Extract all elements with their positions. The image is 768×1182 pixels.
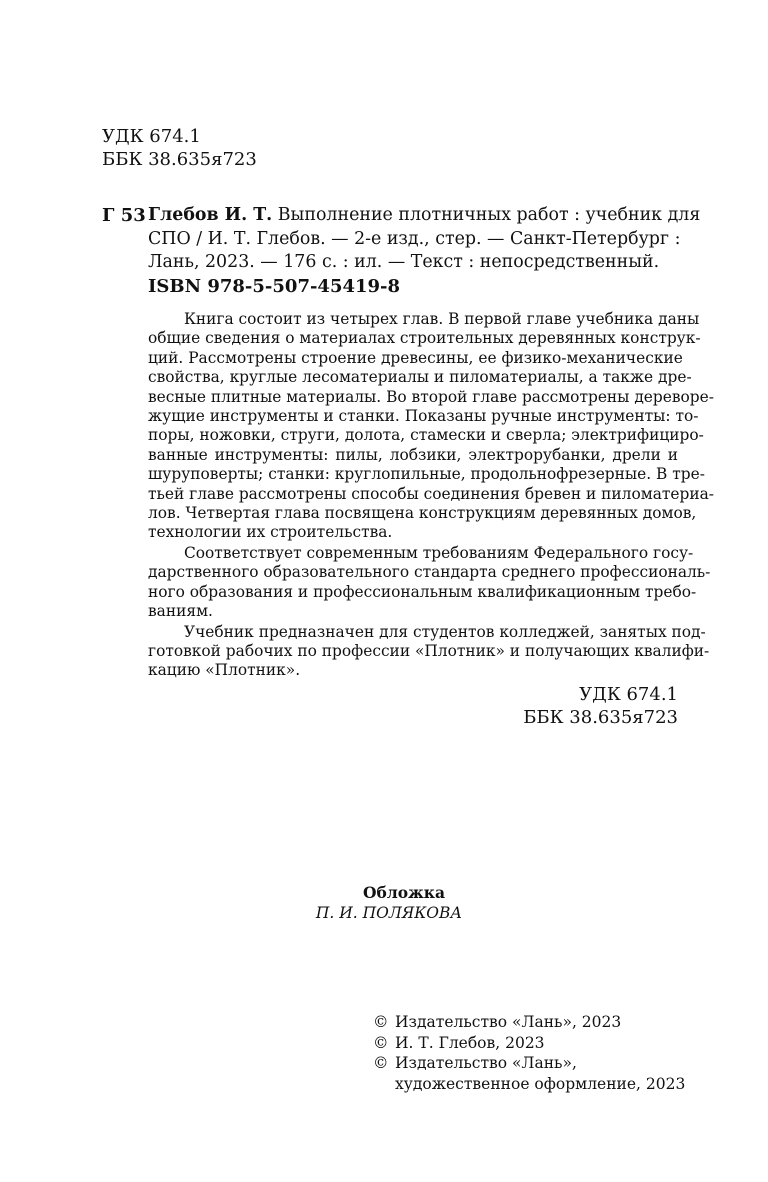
copyright-icon: © [373,1054,389,1072]
biblio-line-1 [148,204,701,228]
cover-label: Обложка [363,883,445,902]
udk-code: УДК 674.1 [102,126,201,147]
copyright-line [373,1012,685,1033]
copyright-continuation: художественное оформление, 2023 [395,1074,686,1093]
annotation-paragraph [148,622,710,681]
annotation [148,310,714,682]
annotation-line: ного образования и профессиональным квалификационным требо- [148,582,697,601]
copyright-icon: © [373,1013,389,1031]
copyright-text: Издательство «Лань», 2023 [395,1013,622,1031]
annotation-line: жущие инструменты и станки. Показаны ручные инструменты: то- [148,407,699,426]
bibliographic-record [148,204,701,275]
annotation-line: готовкой рабочих по профессии «Плотник» и получающих квалифи- [148,641,710,660]
bbk-code: ББК 38.635я723 [523,707,678,728]
annotation-line: ваниям. [148,602,213,621]
biblio-line-3: Лань, 2023. — 176 с. : ил. — Текст : непосредственный. [148,252,660,272]
annotation-line: Соответствует современным требованиям Федерального госу- [184,543,694,562]
cover-credit [0,883,768,923]
copyright-block [373,1012,685,1094]
udk-code: УДК 674.1 [579,684,678,705]
author-mark: Г 53 [102,205,146,226]
classification-codes-top [102,125,257,171]
annotation-line: лов. Четвертая глава посвящена конструкциям деревянных домов, [148,504,697,523]
biblio-author: Глебов И. Т. [148,205,273,225]
isbn: ISBN 978-5-507-45419-8 [148,276,401,297]
annotation-line: шуруповерты; станки: круглопильные, продольнофрезерные. В тре- [148,465,705,484]
bbk-code: ББК 38.635я723 [102,149,257,170]
cover-designer: П. И. ПОЛЯКОВА [315,904,463,922]
annotation-line: свойства, круглые лесоматериалы и пиломатериалы, а также дре- [148,368,692,387]
annotation-line: тьей главе рассмотрены способы соединения бревен и пиломатериа- [148,484,714,503]
copyright-line [373,1033,685,1054]
copyright-line [373,1053,685,1074]
annotation-line: общие сведения о материалах строительных деревянных конструк- [148,329,701,348]
annotation-line: ций. Рассмотрены строение древесины, ее физико-механические [148,348,683,367]
annotation-line: технологии их строительства. [148,523,393,542]
annotation-line: кацию «Плотник». [148,661,301,680]
annotation-paragraph [148,543,711,622]
biblio-title: Выполнение плотничных работ : учебник для [272,205,701,225]
annotation-line: поры, ножовки, струги, долота, стамески и сверла; электрифициро- [148,426,704,445]
annotation-line: дарственного образовательного стандарта среднего профессиональ- [148,563,711,582]
annotation-line: весные плитные материалы. Во второй главе рассмотрены дереворе- [148,387,714,406]
classification-codes-bottom [523,683,678,729]
annotation-line: ванные инструменты: пилы, лобзики, электрорубанки, дрели и [148,445,678,464]
copyright-text: Издательство «Лань», [395,1054,577,1072]
annotation-line: Книга состоит из четырех глав. В первой главе учебника даны [184,310,700,328]
annotation-paragraph [148,310,714,543]
copyright-icon: © [373,1033,389,1052]
annotation-line: Учебник предназначен для студентов колледжей, занятых под- [184,622,706,641]
copyright-text: И. Т. Глебов, 2023 [395,1033,545,1052]
biblio-line-2: СПО / И. Т. Глебов. — 2-е изд., стер. — Санкт-Петербург : [148,228,681,249]
